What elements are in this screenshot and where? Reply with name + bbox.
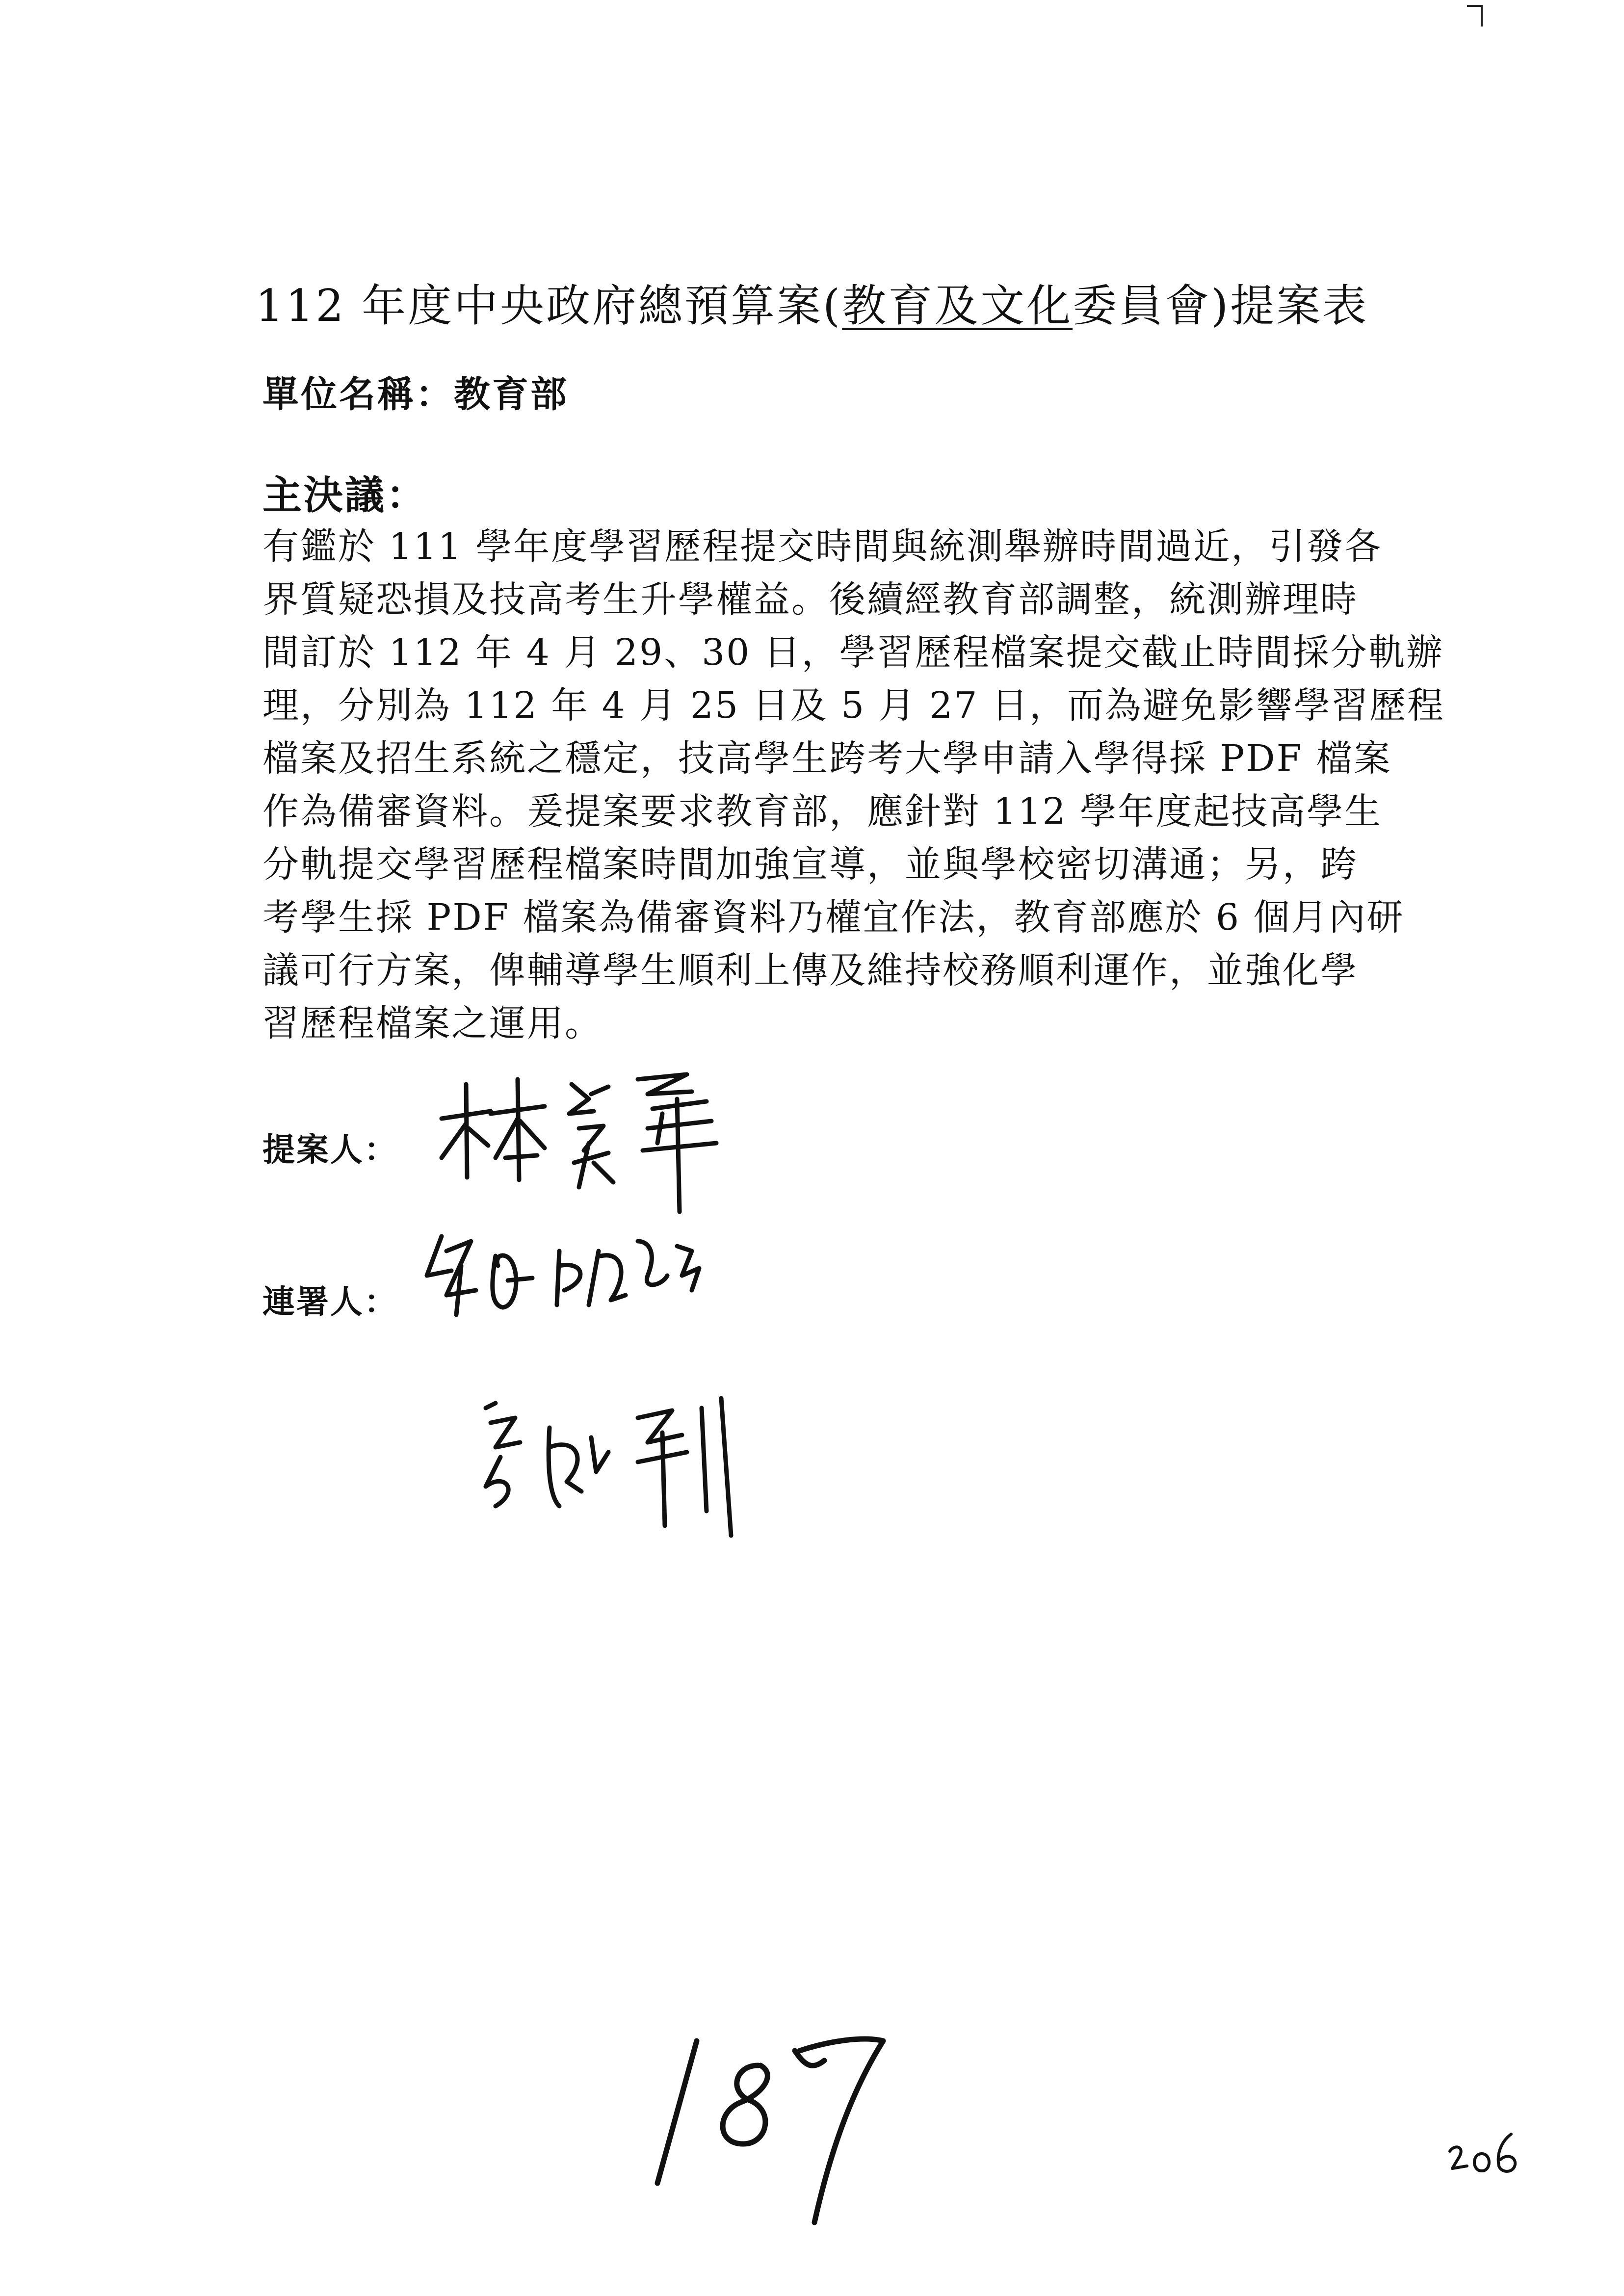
- proposer-signature: [432, 1065, 746, 1222]
- resolution-line: 作為備審資料。爰提案要求教育部，應針對 112 學年度起技高學生: [262, 790, 1383, 833]
- cosigner-signature-2: [476, 1388, 790, 1545]
- page-title: [0, 270, 1624, 334]
- resolution-line: 考學生採 PDF 檔案為備審資料乃權宜作法，教育部應於 6 個月內研: [262, 896, 1405, 939]
- cosigner-signature-1: [417, 1222, 731, 1330]
- title-suffix: 委員會)提案表: [1073, 280, 1369, 332]
- resolution-line: 理，分別為 112 年 4 月 25 日及 5 月 27 日，而為避免影響學習歷程: [262, 684, 1445, 727]
- handwritten-corner-number: [1442, 2124, 1531, 2180]
- resolution-body: [262, 520, 1445, 1050]
- resolution-line: 界質疑恐損及技高考生升學權益。後續經教育部調整，統測辦理時: [262, 578, 1358, 621]
- resolution-line: 習歷程檔案之運用。: [262, 1002, 602, 1044]
- title-committee: 教育及文化: [842, 280, 1073, 332]
- resolution-line: 分軌提交學習歷程檔案時間加強宣導，並與學校密切溝通；另，跨: [262, 843, 1358, 886]
- scan-corner-mark: [1467, 5, 1483, 26]
- unit-name: 單位名稱：教育部: [262, 373, 569, 416]
- resolution-heading: 主決議：: [262, 472, 427, 518]
- cosigner-label: 連署人：: [262, 1283, 398, 1321]
- handwritten-page-number: [643, 2021, 917, 2229]
- resolution-line: 議可行方案，俾輔導學生順利上傳及維持校務順利運作，並強化學: [262, 949, 1358, 991]
- proposer-label: 提案人：: [262, 1131, 398, 1169]
- resolution-line: 間訂於 112 年 4 月 29、30 日，學習歷程檔案提交截止時間採分軌辦: [262, 631, 1444, 674]
- resolution-line: 有鑑於 111 學年度學習歷程提交時間與統測舉辦時間過近，引發各: [262, 525, 1383, 568]
- resolution-line: 檔案及招生系統之穩定，技高學生跨考大學申請入學得採 PDF 檔案: [262, 737, 1392, 780]
- title-prefix: 112 年度中央政府總預算案(: [255, 280, 842, 332]
